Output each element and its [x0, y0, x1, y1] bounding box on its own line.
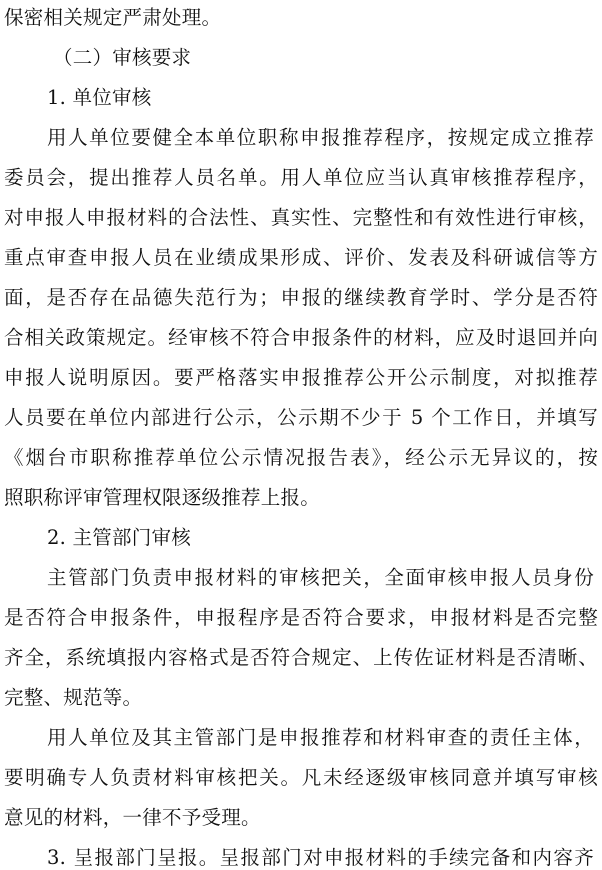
paragraph-line: 申报人说明原因。要严格落实申报推荐公开公示制度，对拟推荐: [4, 366, 598, 389]
paragraph-line: 用人单位要健全本单位职称申报推荐程序，按规定成立推荐: [47, 126, 594, 149]
paragraph-line: 《烟台市职称推荐单位公示情况报告表》，经公示无异议的，按: [4, 446, 598, 469]
paragraph-line: 委员会，提出推荐人员名单。用人单位应当认真审核推荐程序，: [4, 166, 598, 189]
paragraph-line: 照职称评审管理权限逐级推荐上报。: [4, 486, 321, 509]
paragraph-line: 齐全，系统填报内容格式是否符合规定、上传佐证材料是否清晰、: [4, 646, 598, 669]
section-heading: （二）审核要求: [53, 46, 192, 69]
paragraph-line: 主管部门负责申报材料的审核把关，全面审核申报人员身份: [47, 566, 594, 589]
paragraph-line: 面，是否存在品德失范行为；申报的继续教育学时、学分是否符: [4, 286, 598, 309]
paragraph-line: 意见的材料，一律不予受理。: [4, 806, 261, 829]
subsection-heading: 1. 单位审核: [47, 86, 152, 109]
text-line: 保密相关规定严肃处理。: [4, 6, 222, 29]
subsection-heading: 2. 主管部门审核: [47, 526, 192, 549]
paragraph-line: 合相关政策规定。经审核不符合申报条件的材料，应及时退回并向: [4, 326, 598, 349]
paragraph-line: 完整、规范等。: [4, 686, 143, 709]
paragraph-line: 用人单位及其主管部门是申报推荐和材料审查的责任主体，: [47, 726, 594, 749]
paragraph-line: 3. 呈报部门呈报。呈报部门对申报材料的手续完备和内容齐: [47, 846, 594, 869]
paragraph-line: 对申报人申报材料的合法性、真实性、完整性和有效性进行审核，: [4, 206, 598, 229]
paragraph-line: 要明确专人负责材料审核把关。凡未经逐级审核同意并填写审核: [4, 766, 598, 789]
paragraph-line: 人员要在单位内部进行公示，公示期不少于 5 个工作日，并填写: [4, 406, 598, 429]
paragraph-line: 重点审查申报人员在业绩成果形成、评价、发表及科研诚信等方: [4, 246, 598, 269]
paragraph-line: 是否符合申报条件，申报程序是否符合要求，申报材料是否完整: [4, 606, 598, 629]
